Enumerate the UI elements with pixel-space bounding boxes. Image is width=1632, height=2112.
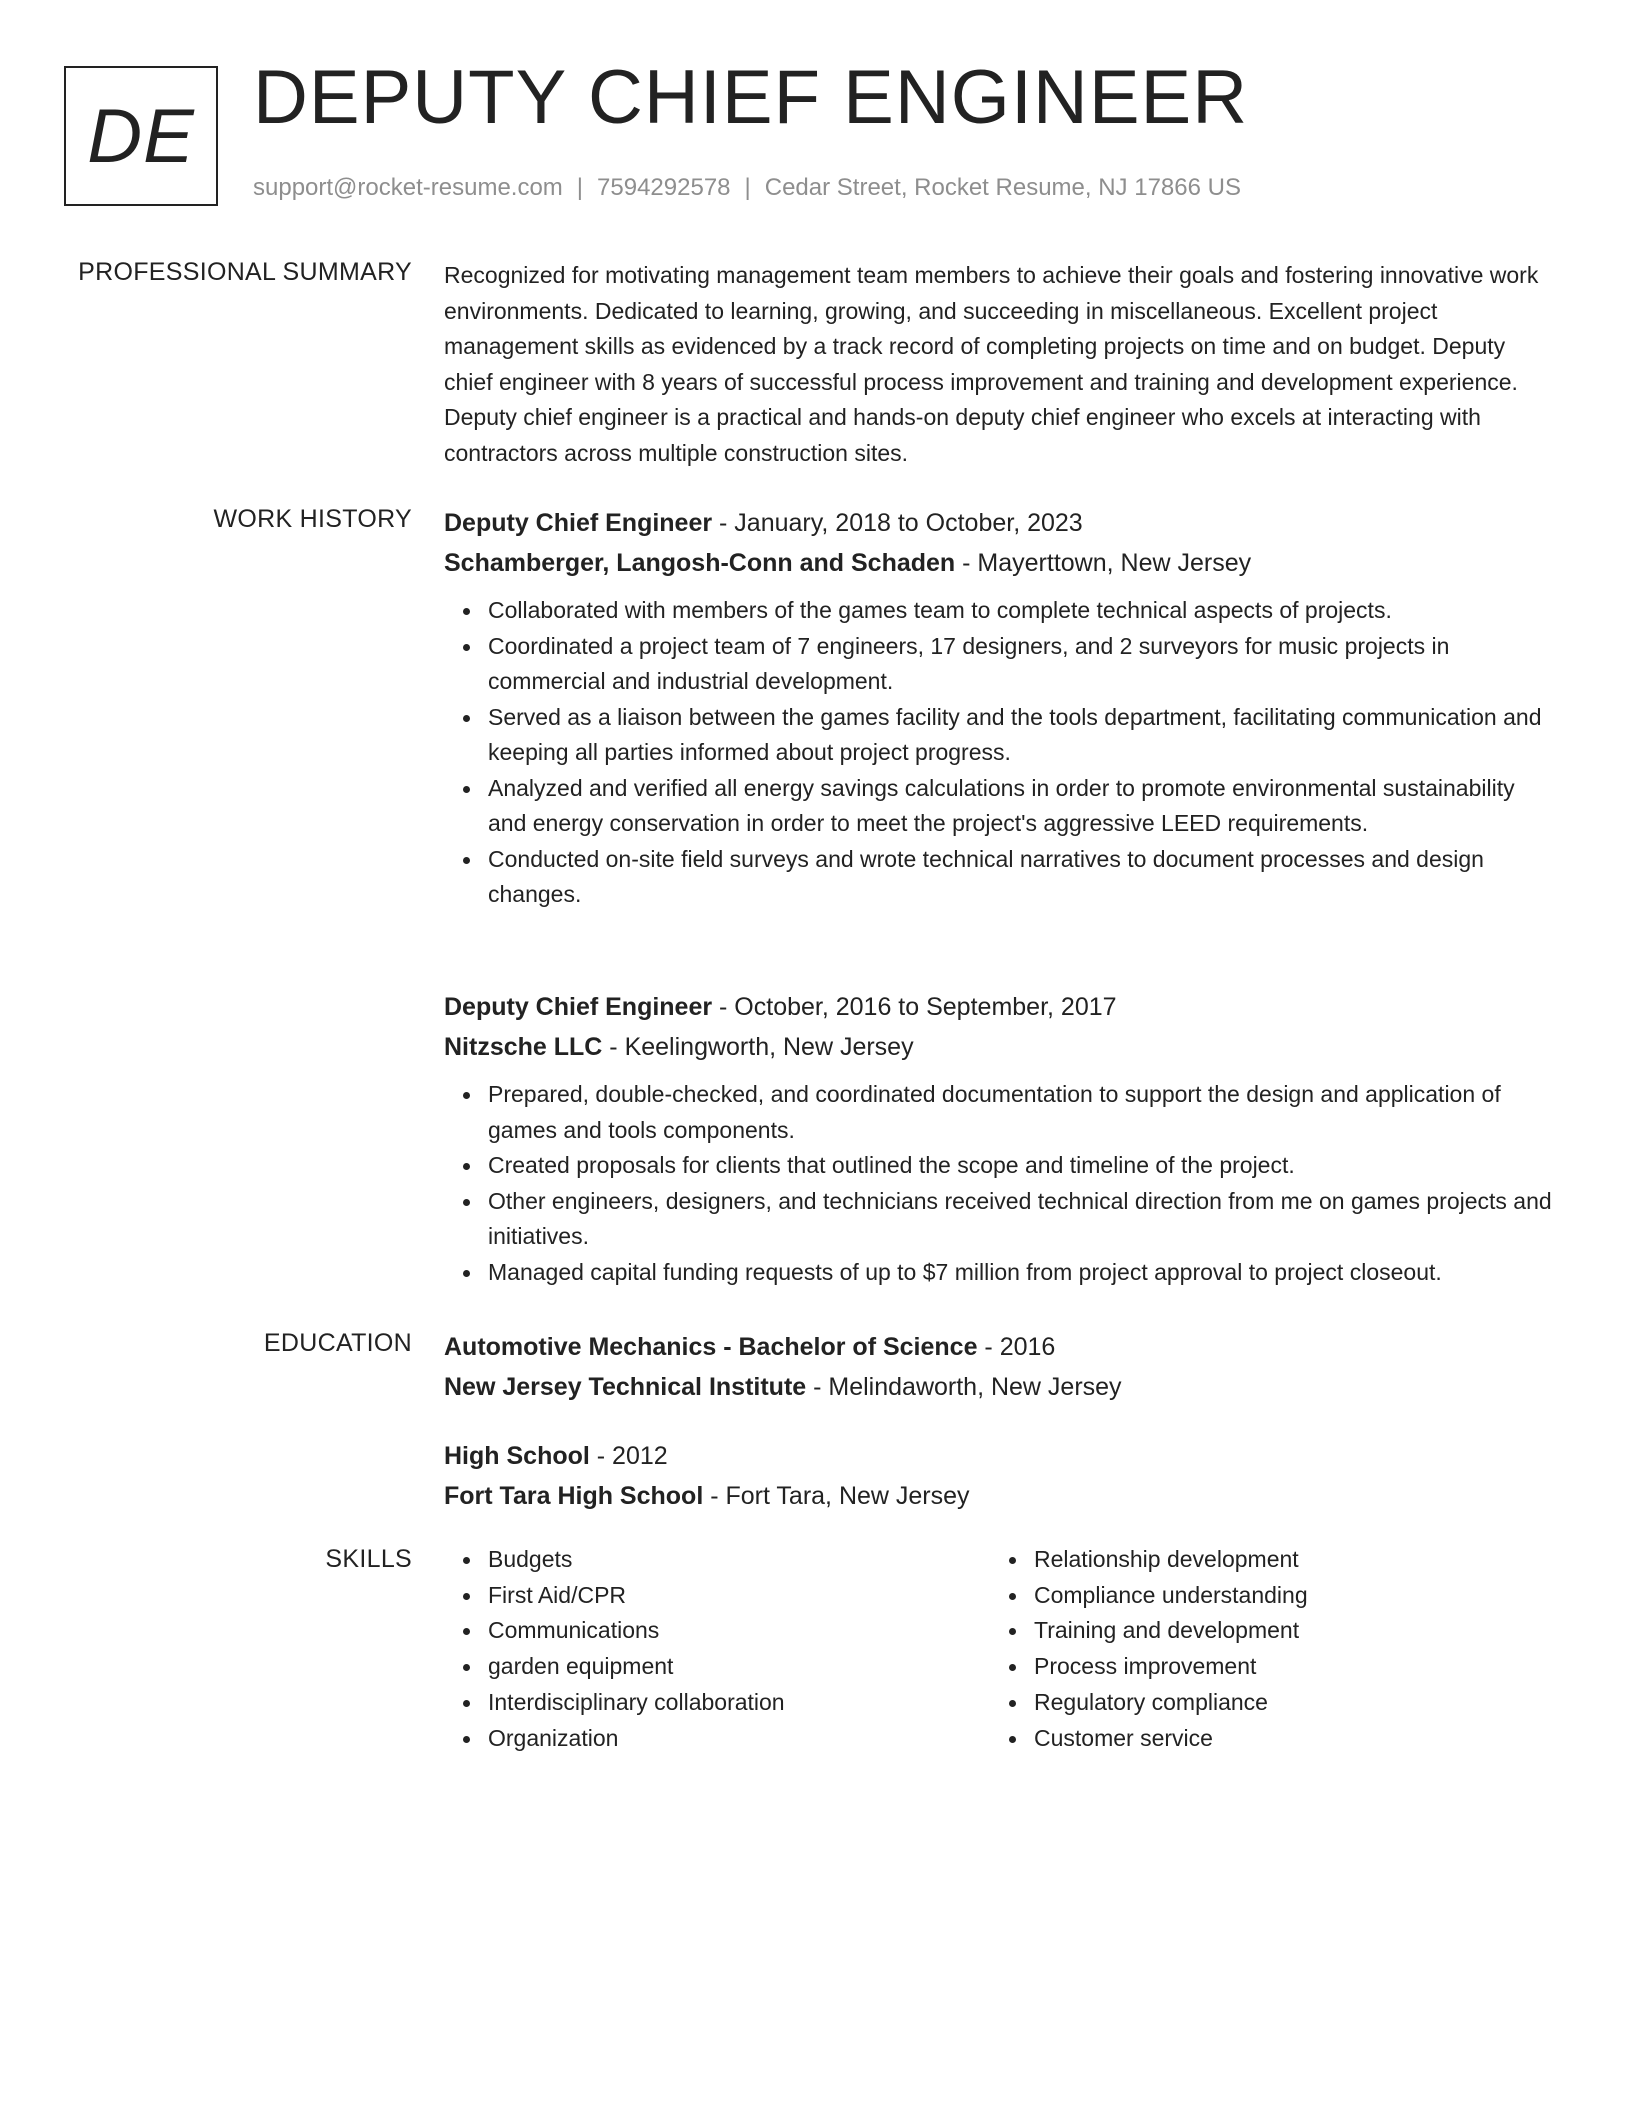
- job-title: Deputy Chief Engineer: [444, 993, 713, 1021]
- job-company: Nitzsche LLC: [444, 1033, 603, 1061]
- job-bullets: [444, 593, 1556, 913]
- job-bullet: Collaborated with members of the games team to complete technical aspects of projects.: [488, 593, 1556, 629]
- job-bullet: Coordinated a project team of 7 engineers, 17 designers, and 2 surveyors for music projects in commercial and industrial development.: [488, 629, 1556, 700]
- school-location: - Melindaworth, New Jersey: [806, 1373, 1122, 1401]
- skills-section: [444, 1542, 1556, 1756]
- resume-title: DEPUTY CHIEF ENGINEER: [253, 55, 1249, 140]
- school-line: [444, 1367, 1556, 1407]
- skill-item: Training and development: [1034, 1613, 1536, 1649]
- monogram-box: [64, 66, 218, 206]
- contact-email: support@rocket-resume.com: [253, 174, 563, 201]
- school-location: - Fort Tara, New Jersey: [703, 1482, 970, 1510]
- job-bullet: Managed capital funding requests of up to $7 million from project approval to project closeout.: [488, 1255, 1556, 1291]
- skills-grid: [444, 1542, 1556, 1756]
- school-name: Fort Tara High School: [444, 1482, 704, 1510]
- job-company-line: [444, 543, 1556, 583]
- school-name: New Jersey Technical Institute: [444, 1373, 807, 1401]
- contact-address: Cedar Street, Rocket Resume, NJ 17866 US: [764, 174, 1241, 201]
- degree-line: [444, 1327, 1556, 1367]
- skill-item: Regulatory compliance: [1034, 1685, 1536, 1721]
- degree-line: [444, 1436, 1556, 1476]
- job-bullet: Created proposals for clients that outlined the scope and timeline of the project.: [488, 1148, 1556, 1184]
- section-label-education: EDUCATION: [263, 1329, 412, 1357]
- section-label-skills: SKILLS: [325, 1545, 412, 1573]
- skill-item: Organization: [488, 1721, 990, 1757]
- work-entry: [444, 987, 1556, 1290]
- job-bullet: Served as a liaison between the games facility and the tools department, facilitating communication and keeping all parties informed about project progress.: [488, 700, 1556, 771]
- contact-separator: |: [744, 174, 751, 201]
- contact-line: [253, 174, 1241, 202]
- contact-separator: |: [576, 174, 584, 201]
- job-dates: - January, 2018 to October, 2023: [712, 509, 1083, 537]
- skill-item: Customer service: [1034, 1721, 1536, 1757]
- job-dates: - October, 2016 to September, 2017: [712, 993, 1117, 1021]
- job-location: - Mayerttown, New Jersey: [955, 549, 1252, 577]
- job-company-line: [444, 1027, 1556, 1067]
- degree-name: Automotive Mechanics - Bachelor of Science: [444, 1333, 978, 1361]
- job-bullet: Conducted on-site field surveys and wrote technical narratives to document processes and design changes.: [488, 842, 1556, 913]
- skill-item: Interdisciplinary collaboration: [488, 1685, 990, 1721]
- job-bullet: Prepared, double-checked, and coordinated documentation to support the design and application of games and tools components.: [488, 1077, 1556, 1148]
- skill-item: Communications: [488, 1613, 990, 1649]
- job-bullet: Analyzed and verified all energy savings calculations in order to promote environmental sustainability and energy conservation in order to meet the project's aggressive LEED requirements.: [488, 771, 1556, 842]
- job-location: - Keelingworth, New Jersey: [602, 1033, 914, 1061]
- education-entry: [444, 1436, 1556, 1516]
- skills-column-right: [990, 1542, 1536, 1756]
- job-title: Deputy Chief Engineer: [444, 509, 713, 537]
- monogram-initials: DE: [87, 93, 195, 179]
- section-label-summary: PROFESSIONAL SUMMARY: [78, 258, 412, 286]
- skill-item: Budgets: [488, 1542, 990, 1578]
- school-line: [444, 1476, 1556, 1516]
- job-bullets: [444, 1077, 1556, 1290]
- job-title-line: [444, 503, 1556, 543]
- skills-column-left: [444, 1542, 990, 1756]
- skill-item: garden equipment: [488, 1649, 990, 1685]
- skill-item: Relationship development: [1034, 1542, 1536, 1578]
- degree-year: - 2016: [977, 1333, 1056, 1361]
- summary-section: [444, 258, 1556, 471]
- job-bullet: Other engineers, designers, and technicians received technical direction from me on games projects and initiatives.: [488, 1184, 1556, 1255]
- degree-name: High School: [444, 1442, 590, 1470]
- summary-text: Recognized for motivating management team members to achieve their goals and fostering innovative work environments. Dedicated to learning, growing, and succeeding in miscellaneous. Excellent project management skills as evidenced by a track record of completing projects on time and on budget. Deputy chief engineer with 8 years of successful process improvement and training and development experience. Deputy chief engineer is a practical and hands-on deputy chief engineer who excels at interacting with contractors across multiple construction sites.: [444, 262, 1539, 466]
- skill-item: Process improvement: [1034, 1649, 1536, 1685]
- work-entry: [444, 503, 1556, 913]
- skill-item: First Aid/CPR: [488, 1578, 990, 1614]
- job-title-line: [444, 987, 1556, 1027]
- degree-year: - 2012: [589, 1442, 668, 1470]
- section-label-work: WORK HISTORY: [213, 505, 412, 533]
- job-company: Schamberger, Langosh-Conn and Schaden: [444, 549, 956, 577]
- education-entry: [444, 1327, 1556, 1407]
- skill-item: Compliance understanding: [1034, 1578, 1536, 1614]
- contact-phone: 7594292578: [597, 174, 731, 201]
